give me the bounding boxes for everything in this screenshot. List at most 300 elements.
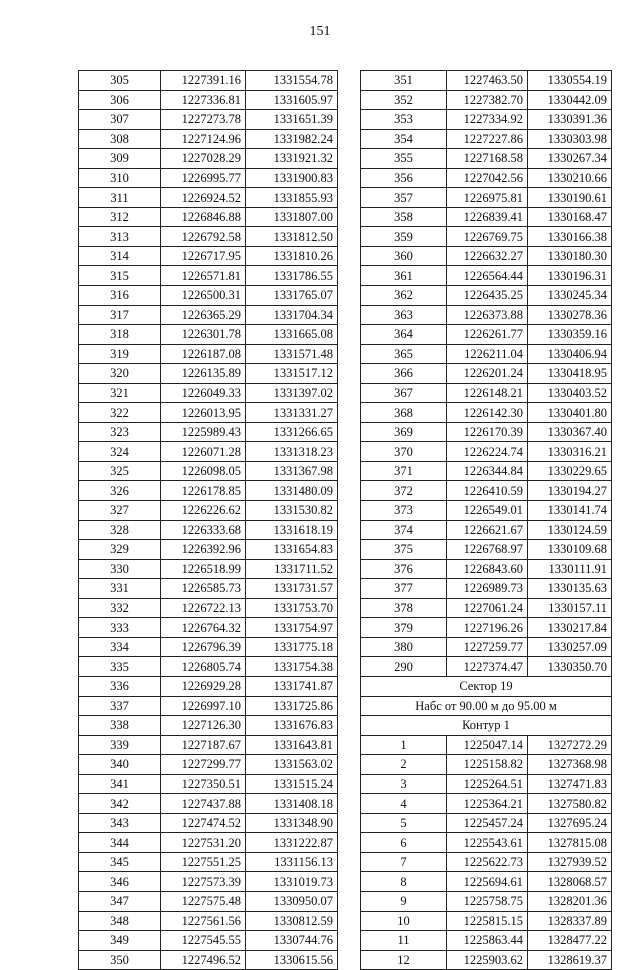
y-coordinate: 1331741.87	[246, 676, 338, 696]
point-number: 344	[79, 833, 161, 853]
table-row	[79, 325, 338, 345]
y-coordinate: 1331725.86	[246, 696, 338, 716]
table-row	[79, 305, 338, 325]
x-coordinate: 1227187.67	[161, 735, 246, 755]
point-number: 372	[361, 481, 447, 501]
point-number: 307	[79, 110, 161, 130]
point-number: 316	[79, 286, 161, 306]
y-coordinate: 1330406.94	[528, 344, 612, 364]
table-row	[361, 872, 612, 892]
table-row	[79, 657, 338, 677]
point-number: 6	[361, 833, 447, 853]
point-number: 365	[361, 344, 447, 364]
table-row	[361, 71, 612, 91]
table-row	[361, 501, 612, 521]
table-row	[79, 266, 338, 286]
table-row	[361, 931, 612, 951]
point-number: 321	[79, 383, 161, 403]
point-number: 322	[79, 403, 161, 423]
table-row	[79, 168, 338, 188]
table-row	[361, 481, 612, 501]
table-row	[79, 481, 338, 501]
point-number: 335	[79, 657, 161, 677]
x-coordinate: 1226839.41	[447, 207, 528, 227]
y-coordinate: 1331855.93	[246, 188, 338, 208]
coordinates-table-left	[78, 70, 338, 970]
table-row	[361, 227, 612, 247]
x-coordinate: 1227437.88	[161, 794, 246, 814]
x-coordinate: 1226135.89	[161, 364, 246, 384]
x-coordinate: 1227551.25	[161, 852, 246, 872]
x-coordinate: 1225758.75	[447, 891, 528, 911]
x-coordinate: 1226768.97	[447, 540, 528, 560]
y-coordinate: 1331651.39	[246, 110, 338, 130]
table-row	[361, 168, 612, 188]
point-number: 342	[79, 794, 161, 814]
y-coordinate: 1330267.34	[528, 149, 612, 169]
x-coordinate: 1225264.51	[447, 774, 528, 794]
point-number: 369	[361, 422, 447, 442]
point-number: 341	[79, 774, 161, 794]
x-coordinate: 1226170.39	[447, 422, 528, 442]
x-coordinate: 1226997.10	[161, 696, 246, 716]
sector-title: Сектор 19	[361, 676, 612, 696]
x-coordinate: 1227474.52	[161, 813, 246, 833]
y-coordinate: 1328201.36	[528, 891, 612, 911]
x-coordinate: 1226410.59	[447, 481, 528, 501]
table-row	[361, 305, 612, 325]
x-coordinate: 1225364.21	[447, 794, 528, 814]
y-coordinate: 1330812.59	[246, 911, 338, 931]
table-row	[79, 931, 338, 951]
x-coordinate: 1225694.61	[447, 872, 528, 892]
table-row	[79, 129, 338, 149]
point-number: 325	[79, 461, 161, 481]
x-coordinate: 1226518.99	[161, 559, 246, 579]
table-row	[361, 266, 612, 286]
table-row	[361, 833, 612, 853]
point-number: 11	[361, 931, 447, 951]
point-number: 362	[361, 286, 447, 306]
table-row	[79, 246, 338, 266]
y-coordinate: 1327580.82	[528, 794, 612, 814]
table-row	[79, 716, 338, 736]
point-number: 373	[361, 501, 447, 521]
table-row	[361, 755, 612, 775]
y-coordinate: 1328477.22	[528, 931, 612, 951]
y-coordinate: 1330111.91	[528, 559, 612, 579]
x-coordinate: 1226549.01	[447, 501, 528, 521]
point-number: 360	[361, 246, 447, 266]
y-coordinate: 1330403.52	[528, 383, 612, 403]
point-number: 355	[361, 149, 447, 169]
y-coordinate: 1331563.02	[246, 755, 338, 775]
x-coordinate: 1226805.74	[161, 657, 246, 677]
x-coordinate: 1226585.73	[161, 579, 246, 599]
y-coordinate: 1331654.83	[246, 540, 338, 560]
point-number: 331	[79, 579, 161, 599]
point-number: 290	[361, 657, 447, 677]
point-number: 5	[361, 813, 447, 833]
point-number: 351	[361, 71, 447, 91]
table-row	[361, 403, 612, 423]
table-row	[361, 129, 612, 149]
point-number: 312	[79, 207, 161, 227]
table-row	[79, 872, 338, 892]
point-number: 345	[79, 852, 161, 872]
x-coordinate: 1226796.39	[161, 637, 246, 657]
table-row	[361, 520, 612, 540]
table-row	[361, 911, 612, 931]
point-number: 323	[79, 422, 161, 442]
point-number: 326	[79, 481, 161, 501]
x-coordinate: 1226632.27	[447, 246, 528, 266]
point-number: 340	[79, 755, 161, 775]
point-number: 10	[361, 911, 447, 931]
table-row	[79, 286, 338, 306]
x-coordinate: 1227299.77	[161, 755, 246, 775]
table-row	[79, 891, 338, 911]
y-coordinate: 1331754.97	[246, 618, 338, 638]
y-coordinate: 1330194.27	[528, 481, 612, 501]
y-coordinate: 1331517.12	[246, 364, 338, 384]
y-coordinate: 1331753.70	[246, 598, 338, 618]
table-row	[79, 579, 338, 599]
x-coordinate: 1226148.21	[447, 383, 528, 403]
table-row	[79, 227, 338, 247]
y-coordinate: 1330157.11	[528, 598, 612, 618]
y-coordinate: 1327815.08	[528, 833, 612, 853]
x-coordinate: 1225622.73	[447, 852, 528, 872]
y-coordinate: 1331348.90	[246, 813, 338, 833]
table-row	[79, 110, 338, 130]
x-coordinate: 1226769.75	[447, 227, 528, 247]
y-coordinate: 1327272.29	[528, 735, 612, 755]
x-coordinate: 1227126.30	[161, 716, 246, 736]
x-coordinate: 1225543.61	[447, 833, 528, 853]
table-row	[79, 149, 338, 169]
x-coordinate: 1225863.44	[447, 931, 528, 951]
y-coordinate: 1331982.24	[246, 129, 338, 149]
y-coordinate: 1330744.76	[246, 931, 338, 951]
table-row	[361, 618, 612, 638]
x-coordinate: 1225989.43	[161, 422, 246, 442]
table-row	[79, 794, 338, 814]
y-coordinate: 1330359.16	[528, 325, 612, 345]
point-number: 310	[79, 168, 161, 188]
point-number: 336	[79, 676, 161, 696]
x-coordinate: 1226843.60	[447, 559, 528, 579]
x-coordinate: 1226201.24	[447, 364, 528, 384]
y-coordinate: 1330217.84	[528, 618, 612, 638]
y-coordinate: 1330401.80	[528, 403, 612, 423]
point-number: 356	[361, 168, 447, 188]
x-coordinate: 1227227.86	[447, 129, 528, 149]
y-coordinate: 1331515.24	[246, 774, 338, 794]
x-coordinate: 1227259.77	[447, 637, 528, 657]
y-coordinate: 1330615.56	[246, 950, 338, 970]
y-coordinate: 1330109.68	[528, 540, 612, 560]
point-number: 330	[79, 559, 161, 579]
y-coordinate: 1330257.09	[528, 637, 612, 657]
point-number: 327	[79, 501, 161, 521]
point-number: 378	[361, 598, 447, 618]
y-coordinate: 1330166.38	[528, 227, 612, 247]
table-row	[79, 71, 338, 91]
x-coordinate: 1226261.77	[447, 325, 528, 345]
x-coordinate: 1225158.82	[447, 755, 528, 775]
y-coordinate: 1330229.65	[528, 461, 612, 481]
x-coordinate: 1227374.47	[447, 657, 528, 677]
x-coordinate: 1226571.81	[161, 266, 246, 286]
y-coordinate: 1327368.98	[528, 755, 612, 775]
x-coordinate: 1227531.20	[161, 833, 246, 853]
contour-title-row	[361, 716, 612, 736]
point-number: 334	[79, 637, 161, 657]
x-coordinate: 1226564.44	[447, 266, 528, 286]
x-coordinate: 1227382.70	[447, 90, 528, 110]
point-number: 306	[79, 90, 161, 110]
table-row	[79, 344, 338, 364]
point-number: 3	[361, 774, 447, 794]
x-coordinate: 1226924.52	[161, 188, 246, 208]
y-coordinate: 1331571.48	[246, 344, 338, 364]
point-number: 347	[79, 891, 161, 911]
y-coordinate: 1331807.00	[246, 207, 338, 227]
y-coordinate: 1328068.57	[528, 872, 612, 892]
point-number: 363	[361, 305, 447, 325]
x-coordinate: 1226373.88	[447, 305, 528, 325]
table-row	[361, 246, 612, 266]
table-row	[361, 461, 612, 481]
table-row	[361, 794, 612, 814]
y-coordinate: 1330442.09	[528, 90, 612, 110]
table-row	[79, 911, 338, 931]
point-number: 332	[79, 598, 161, 618]
x-coordinate: 1226764.32	[161, 618, 246, 638]
y-coordinate: 1331731.57	[246, 579, 338, 599]
table-row	[361, 325, 612, 345]
x-coordinate: 1225815.15	[447, 911, 528, 931]
y-coordinate: 1331665.08	[246, 325, 338, 345]
y-coordinate: 1331605.97	[246, 90, 338, 110]
table-row	[79, 501, 338, 521]
y-coordinate: 1328619.37	[528, 950, 612, 970]
table-row	[79, 364, 338, 384]
point-number: 337	[79, 696, 161, 716]
y-coordinate: 1327939.52	[528, 852, 612, 872]
point-number: 338	[79, 716, 161, 736]
point-number: 313	[79, 227, 161, 247]
x-coordinate: 1227061.24	[447, 598, 528, 618]
table-row	[361, 90, 612, 110]
point-number: 370	[361, 442, 447, 462]
y-coordinate: 1330180.30	[528, 246, 612, 266]
x-coordinate: 1227573.39	[161, 872, 246, 892]
y-coordinate: 1330124.59	[528, 520, 612, 540]
point-number: 359	[361, 227, 447, 247]
y-coordinate: 1327471.83	[528, 774, 612, 794]
table-row	[361, 950, 612, 970]
y-coordinate: 1331765.07	[246, 286, 338, 306]
table-row	[79, 540, 338, 560]
table-row	[361, 442, 612, 462]
table-row	[79, 618, 338, 638]
x-coordinate: 1227334.92	[447, 110, 528, 130]
y-coordinate: 1331786.55	[246, 266, 338, 286]
x-coordinate: 1226846.88	[161, 207, 246, 227]
table-row	[79, 90, 338, 110]
x-coordinate: 1227042.56	[447, 168, 528, 188]
point-number: 377	[361, 579, 447, 599]
x-coordinate: 1226392.96	[161, 540, 246, 560]
table-row	[79, 833, 338, 853]
y-coordinate: 1330196.31	[528, 266, 612, 286]
y-coordinate: 1331676.83	[246, 716, 338, 736]
x-coordinate: 1226365.29	[161, 305, 246, 325]
table-row	[361, 637, 612, 657]
contour-title: Контур 1	[361, 716, 612, 736]
point-number: 333	[79, 618, 161, 638]
table-row	[361, 813, 612, 833]
table-row	[79, 207, 338, 227]
point-number: 375	[361, 540, 447, 560]
point-number: 380	[361, 637, 447, 657]
table-row	[361, 598, 612, 618]
y-coordinate: 1330950.07	[246, 891, 338, 911]
x-coordinate: 1227463.50	[447, 71, 528, 91]
table-row	[79, 950, 338, 970]
y-coordinate: 1330350.70	[528, 657, 612, 677]
point-number: 2	[361, 755, 447, 775]
point-number: 328	[79, 520, 161, 540]
table-row	[361, 579, 612, 599]
table-row	[79, 774, 338, 794]
coordinates-table-right	[360, 70, 612, 970]
x-coordinate: 1227196.26	[447, 618, 528, 638]
table-row	[79, 461, 338, 481]
x-coordinate: 1227391.16	[161, 71, 246, 91]
point-number: 12	[361, 950, 447, 970]
table-row	[79, 598, 338, 618]
point-number: 318	[79, 325, 161, 345]
point-number: 305	[79, 71, 161, 91]
x-coordinate: 1226013.95	[161, 403, 246, 423]
point-number: 315	[79, 266, 161, 286]
point-number: 374	[361, 520, 447, 540]
sector-range: Набс от 90.00 м до 95.00 м	[361, 696, 612, 716]
point-number: 348	[79, 911, 161, 931]
y-coordinate: 1331318.23	[246, 442, 338, 462]
point-number: 4	[361, 794, 447, 814]
table-row	[79, 188, 338, 208]
point-number: 352	[361, 90, 447, 110]
y-coordinate: 1328337.89	[528, 911, 612, 931]
point-number: 353	[361, 110, 447, 130]
x-coordinate: 1226071.28	[161, 442, 246, 462]
x-coordinate: 1227545.55	[161, 931, 246, 951]
x-coordinate: 1227336.81	[161, 90, 246, 110]
y-coordinate: 1331530.82	[246, 501, 338, 521]
y-coordinate: 1331480.09	[246, 481, 338, 501]
table-row	[79, 637, 338, 657]
y-coordinate: 1331643.81	[246, 735, 338, 755]
x-coordinate: 1226178.85	[161, 481, 246, 501]
y-coordinate: 1330391.36	[528, 110, 612, 130]
point-number: 319	[79, 344, 161, 364]
x-coordinate: 1226098.05	[161, 461, 246, 481]
sector-range-row	[361, 696, 612, 716]
table-row	[79, 813, 338, 833]
table-row	[79, 735, 338, 755]
point-number: 358	[361, 207, 447, 227]
y-coordinate: 1331331.27	[246, 403, 338, 423]
table-row	[79, 852, 338, 872]
point-number: 329	[79, 540, 161, 560]
point-number: 354	[361, 129, 447, 149]
table-row	[361, 559, 612, 579]
x-coordinate: 1225903.62	[447, 950, 528, 970]
y-coordinate: 1327695.24	[528, 813, 612, 833]
x-coordinate: 1225457.24	[447, 813, 528, 833]
x-coordinate: 1227273.78	[161, 110, 246, 130]
table-row	[361, 540, 612, 560]
table-row	[361, 149, 612, 169]
point-number: 339	[79, 735, 161, 755]
point-number: 7	[361, 852, 447, 872]
x-coordinate: 1227028.29	[161, 149, 246, 169]
y-coordinate: 1330303.98	[528, 129, 612, 149]
x-coordinate: 1227124.96	[161, 129, 246, 149]
table-row	[79, 403, 338, 423]
y-coordinate: 1330168.47	[528, 207, 612, 227]
y-coordinate: 1330190.61	[528, 188, 612, 208]
y-coordinate: 1330367.40	[528, 422, 612, 442]
table-row	[79, 696, 338, 716]
table-row	[361, 344, 612, 364]
x-coordinate: 1226792.58	[161, 227, 246, 247]
point-number: 314	[79, 246, 161, 266]
table-row	[79, 383, 338, 403]
point-number: 8	[361, 872, 447, 892]
point-number: 311	[79, 188, 161, 208]
point-number: 324	[79, 442, 161, 462]
table-row	[361, 774, 612, 794]
x-coordinate: 1226224.74	[447, 442, 528, 462]
y-coordinate: 1330418.95	[528, 364, 612, 384]
table-row	[79, 442, 338, 462]
point-number: 366	[361, 364, 447, 384]
table-row	[361, 891, 612, 911]
y-coordinate: 1331408.18	[246, 794, 338, 814]
point-number: 309	[79, 149, 161, 169]
table-row	[361, 852, 612, 872]
table-row	[361, 286, 612, 306]
y-coordinate: 1331554.78	[246, 71, 338, 91]
y-coordinate: 1331618.19	[246, 520, 338, 540]
table-row	[361, 364, 612, 384]
y-coordinate: 1331704.34	[246, 305, 338, 325]
point-number: 367	[361, 383, 447, 403]
point-number: 364	[361, 325, 447, 345]
table-row	[361, 422, 612, 442]
x-coordinate: 1226142.30	[447, 403, 528, 423]
x-coordinate: 1226995.77	[161, 168, 246, 188]
x-coordinate: 1225047.14	[447, 735, 528, 755]
y-coordinate: 1331156.13	[246, 852, 338, 872]
table-row	[79, 422, 338, 442]
y-coordinate: 1330554.19	[528, 71, 612, 91]
